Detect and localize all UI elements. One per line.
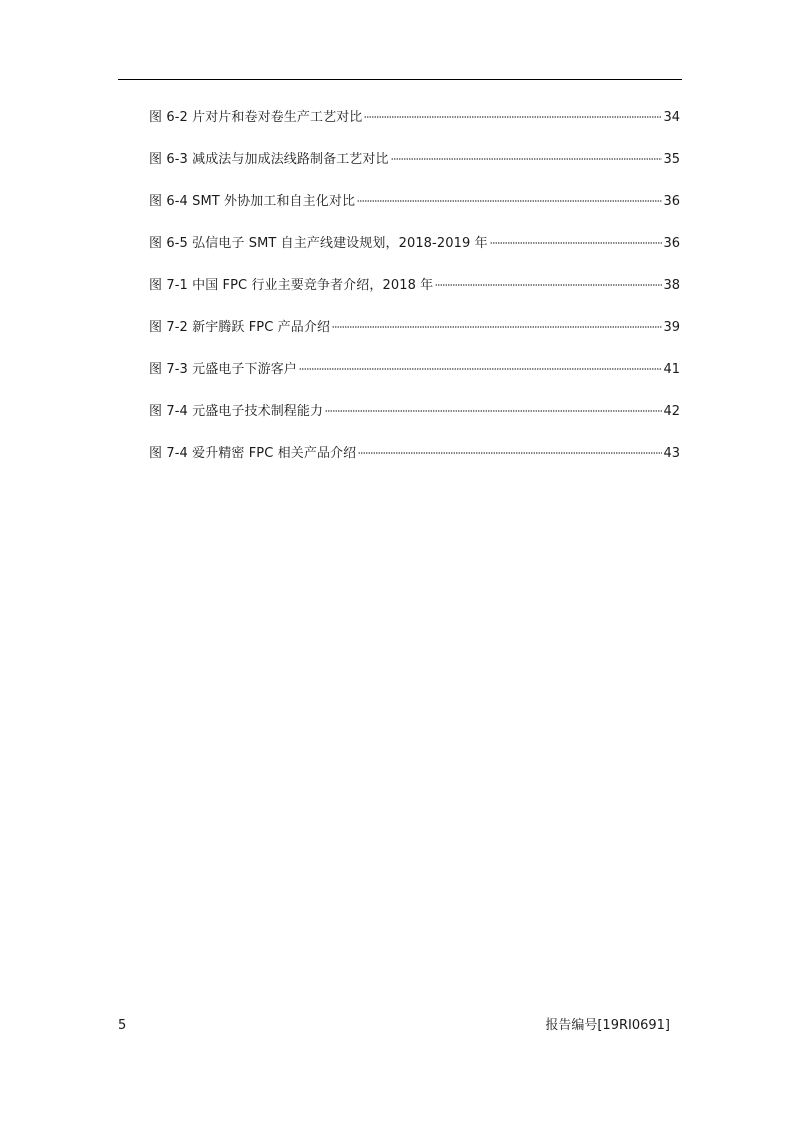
toc-entry-label: 图 7-4 元盛电子技术制程能力 xyxy=(149,404,324,419)
toc-entry-label: 图 7-2 新宇腾跃 FPC 产品介绍 xyxy=(149,320,331,335)
toc-dot-leader xyxy=(391,158,663,160)
toc-entry[interactable] xyxy=(149,107,680,149)
toc-entry-page: 41 xyxy=(663,362,680,377)
toc-entry[interactable] xyxy=(149,317,680,359)
toc-entry-label: 图 6-2 片对片和卷对卷生产工艺对比 xyxy=(149,110,363,125)
toc-entry-label: 图 7-4 爱升精密 FPC 相关产品介绍 xyxy=(149,446,357,461)
toc-dot-leader xyxy=(490,242,663,244)
report-id: 报告编号[19RI0691] xyxy=(545,1018,670,1033)
toc-entry-page: 36 xyxy=(663,236,680,251)
toc-dot-leader xyxy=(364,116,662,118)
header-rule xyxy=(118,79,682,80)
toc-entry-page: 36 xyxy=(663,194,680,209)
toc-entry-page: 43 xyxy=(663,446,680,461)
toc-dot-leader xyxy=(299,368,663,370)
toc-dot-leader xyxy=(358,452,662,454)
page-number: 5 xyxy=(118,1018,127,1033)
toc-entry[interactable] xyxy=(149,149,680,191)
toc-entry[interactable] xyxy=(149,233,680,275)
toc-entry-label: 图 7-1 中国 FPC 行业主要竞争者介绍，2018 年 xyxy=(149,278,434,293)
toc-entry[interactable] xyxy=(149,191,680,233)
toc-entry-page: 38 xyxy=(663,278,680,293)
toc-entry-page: 34 xyxy=(663,110,680,125)
page-footer xyxy=(118,1017,670,1035)
toc-entry[interactable] xyxy=(149,443,680,485)
toc-entry-label: 图 6-5 弘信电子 SMT 自主产线建设规划，2018-2019 年 xyxy=(149,236,488,251)
toc-entry-page: 35 xyxy=(663,152,680,167)
toc-dot-leader xyxy=(325,410,662,412)
toc-entry[interactable] xyxy=(149,275,680,317)
toc-entry-page: 39 xyxy=(663,320,680,335)
toc-dot-leader xyxy=(357,200,662,202)
toc-entry[interactable] xyxy=(149,401,680,443)
toc-dot-leader xyxy=(435,284,662,286)
toc-entry-label: 图 7-3 元盛电子下游客户 xyxy=(149,362,297,377)
toc-entry-label: 图 6-3 减成法与加成法线路制备工艺对比 xyxy=(149,152,389,167)
toc-entry-label: 图 6-4 SMT 外协加工和自主化对比 xyxy=(149,194,356,209)
figure-toc-list xyxy=(149,107,680,485)
toc-entry[interactable] xyxy=(149,359,680,401)
toc-dot-leader xyxy=(332,326,662,328)
toc-entry-page: 42 xyxy=(663,404,680,419)
